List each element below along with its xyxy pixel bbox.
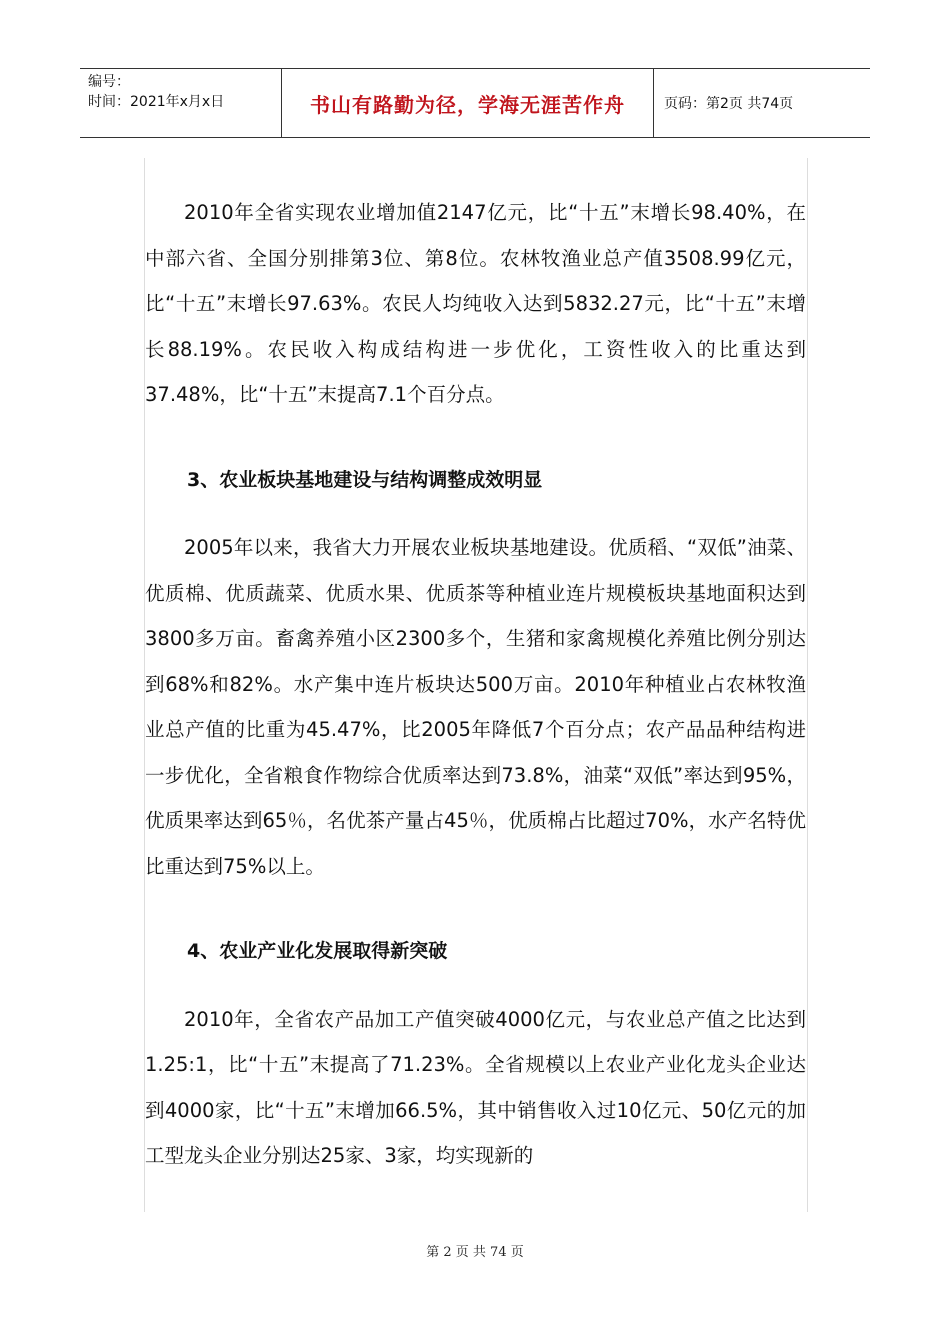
page-footer: 第 2 页 共 74 页 [426,1245,524,1260]
header-motto: 书山有路勤为径，学海无涯苦作舟 [282,69,654,137]
section-heading-4: 4、农业产业化发展取得新突破 [187,940,448,962]
document-number-label: 编号： [88,74,130,90]
document-date: 时间：2021年x月x日 [88,94,225,110]
page-header [80,68,870,138]
document-body [145,190,806,1179]
paragraph-agriculture-output: 2010年全省实现农业增加值2147亿元，比“十五”末增长98.40%，在中部六省、全国分别排第3位、第8位。农林牧渔业总产值3508.99亿元，比“十五”末增长97.63%。农民人均纯收入达到5832.27元，比“十五”末增长88.19%。农民收入构成结构进一步优化，工资性收入的比重达到37.48%，比“十五”末提高7.1个百分点。 [145,201,806,406]
paragraph-industrialization: 2010年，全省农产品加工产值突破4000亿元，与农业总产值之比达到1.25:1，比“十五”末提高了71.23%。全省规模以上农业产业化龙头企业达到4000家，比“十五”末增加66.5%，其中销售收入过10亿元、50亿元的加工型龙头企业分别达25家、3家，均实现新的 [145,1007,806,1167]
paragraph-base-construction: 2005年以来，我省大力开展农业板块基地建设。优质稻、“双低”油菜、优质棉、优质蔬菜、优质水果、优质茶等种植业连片规模板块基地面积达到3800多万亩。畜禽养殖小区2300多个，生猪和家禽规模化养殖比例分别达到68%和82%。水产集中连片板块达500万亩。2010年种植业占农林牧渔业总产值的比重为45.47%，比2005年降低7个百分点；农产品品种结构进一步优化，全省粮食作物综合优质率达到73.8%，油菜“双低”率达到95%，优质果率达到65％，名优茶产量占45％，优质棉占比超过70%，水产名特优比重达到75%以上。 [145,536,806,878]
section-heading-3: 3、农业板块基地建设与结构调整成效明显 [187,468,543,491]
header-meta [80,69,282,137]
header-page-info: 页码：第2页 共74页 [664,96,794,112]
